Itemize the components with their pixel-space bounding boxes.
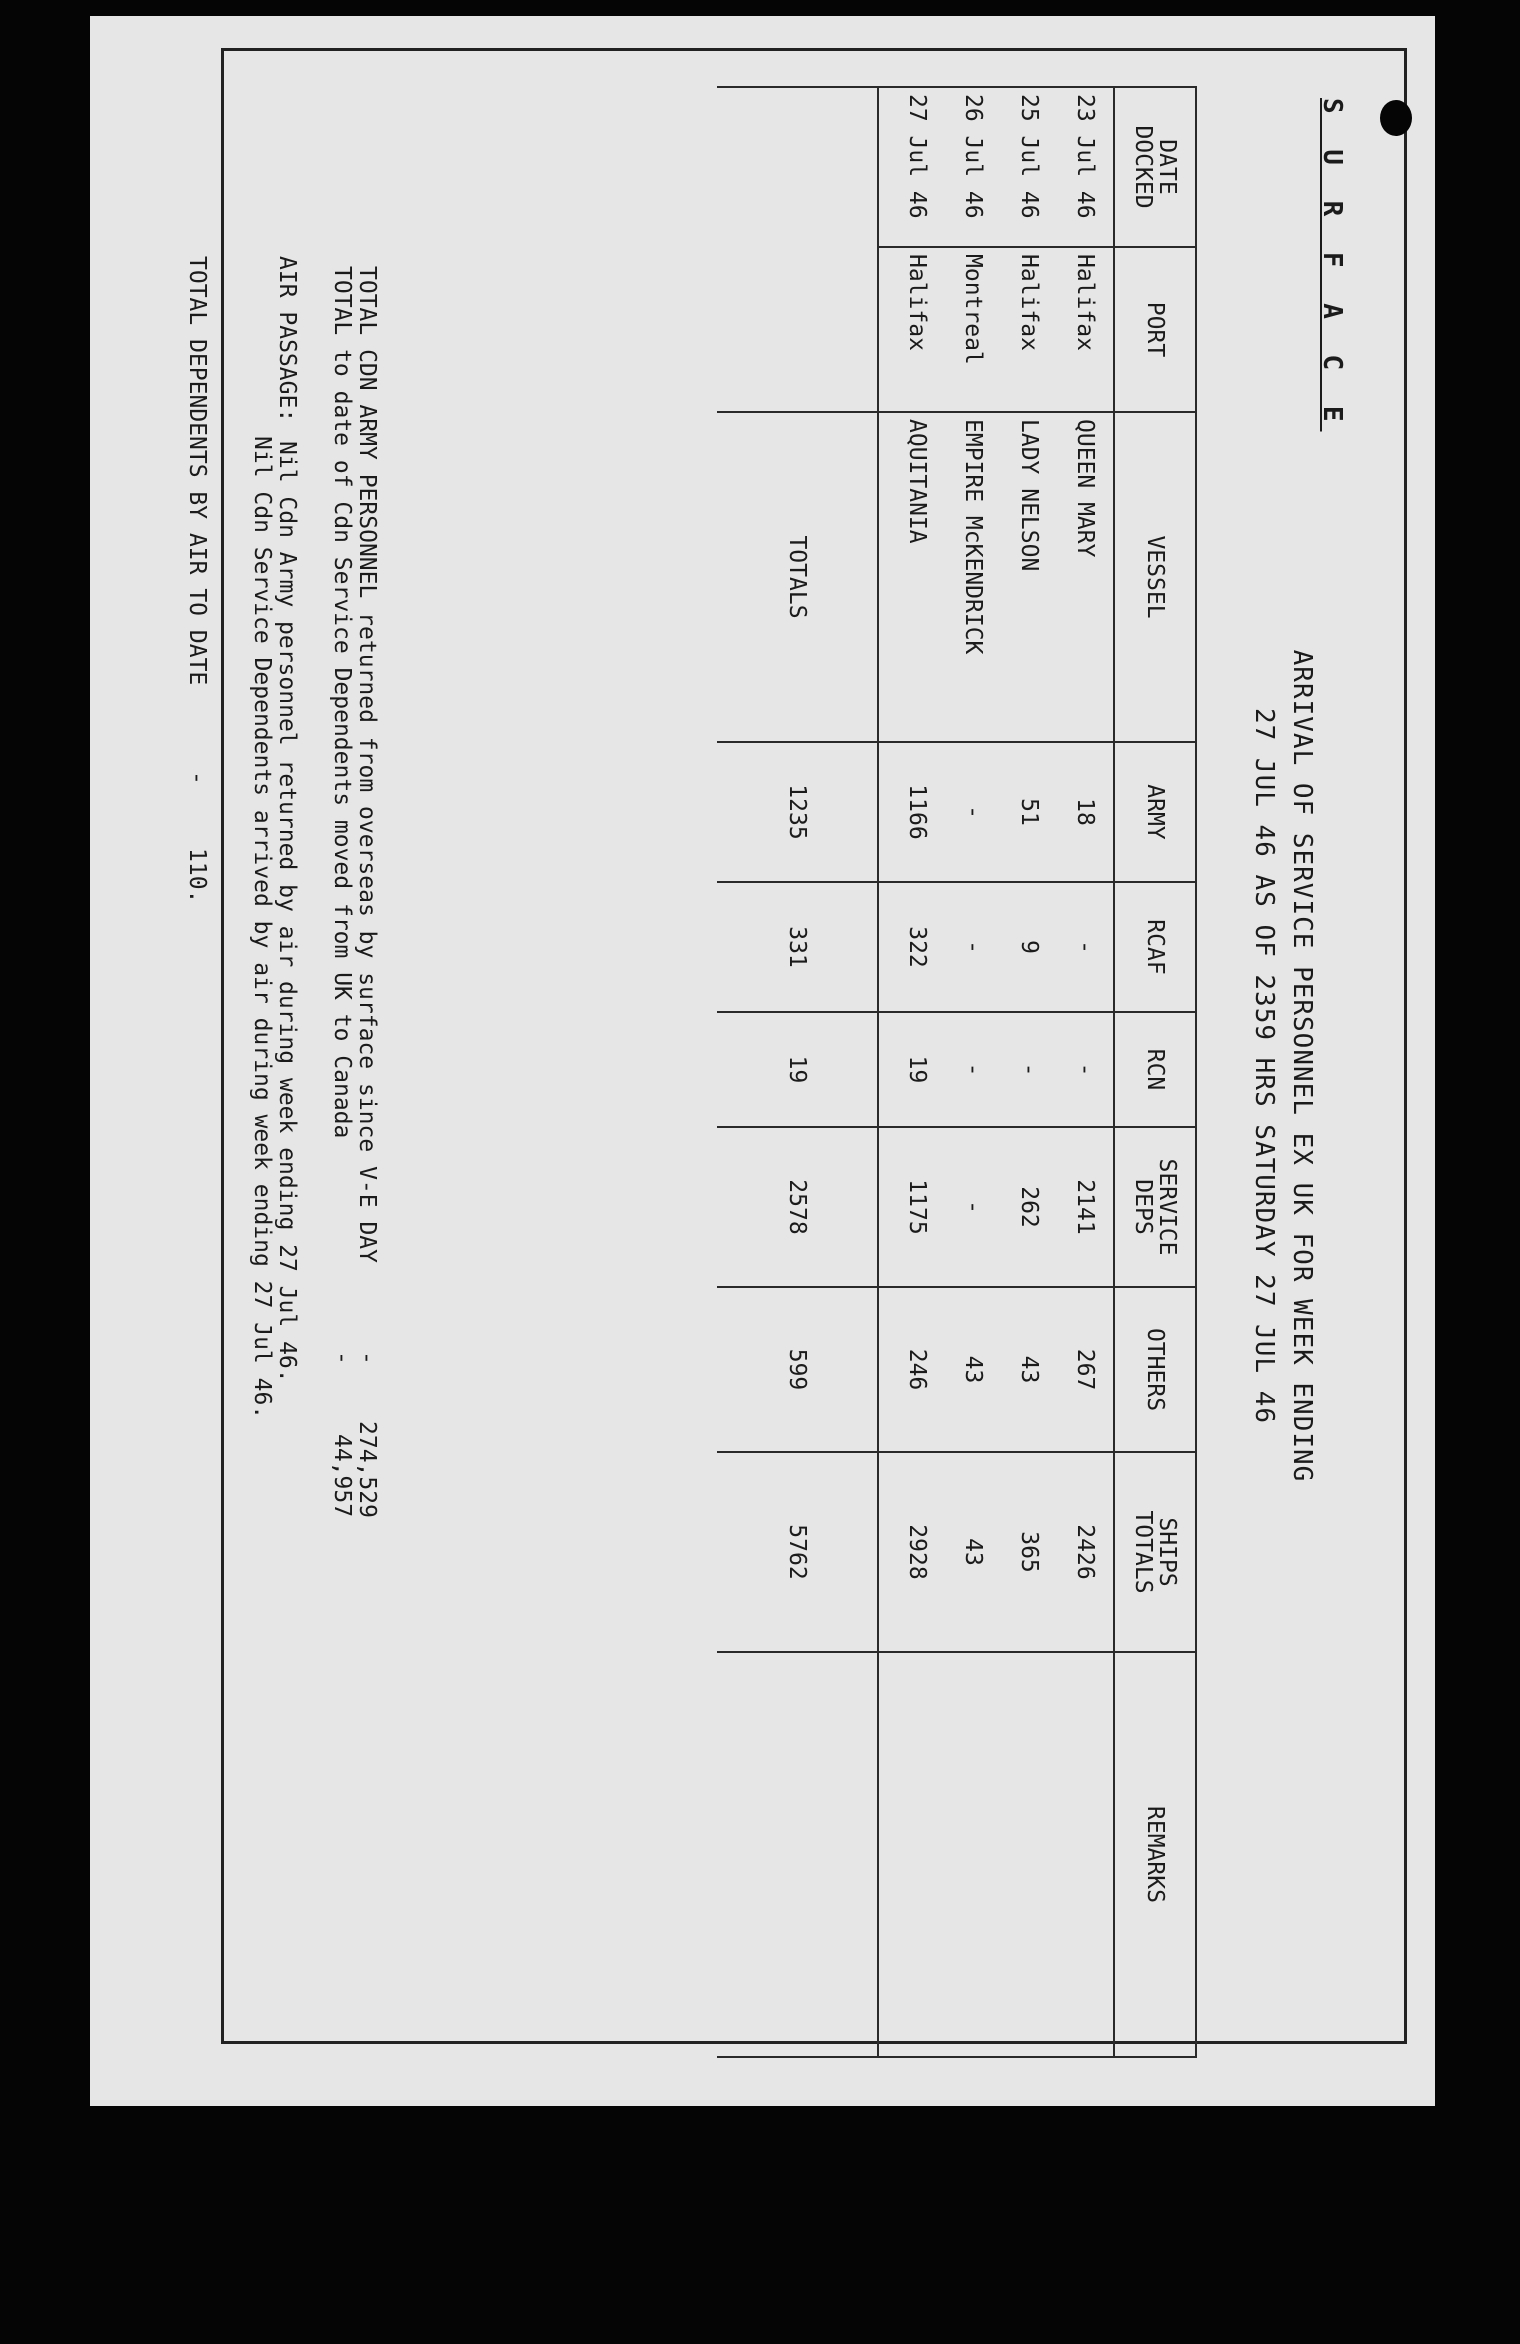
cell-others: 246 <box>878 1287 945 1452</box>
header-port: PORT <box>1114 247 1196 412</box>
cell-remarks <box>1057 1652 1114 2057</box>
cell-vessel: LADY NELSON <box>1001 412 1057 742</box>
total-deps: 2578 <box>717 1127 878 1287</box>
footer-dependents-total-dash: - <box>329 1351 355 1365</box>
header-service-deps-line2: DEPS <box>1130 1179 1156 1235</box>
cell-remarks <box>945 1652 1001 2057</box>
cell-army: 18 <box>1057 742 1114 882</box>
air-passage-army-line: Nil Cdn Army personnel returned by air during week ending 27 Jul 46. <box>274 441 300 1383</box>
dependents-by-air-dash: - <box>184 771 210 785</box>
cell-remarks <box>878 1652 945 2057</box>
table-row <box>1001 87 1057 2057</box>
cell-army: 1166 <box>878 742 945 882</box>
report-subtitle: 27 JUL 46 AS OF 2359 HRS SATURDAY 27 JUL 46 <box>1249 707 1279 1425</box>
cell-vessel: AQUITANIA <box>878 412 945 742</box>
cell-rcaf: 322 <box>878 882 945 1012</box>
header-vessel: VESSEL <box>1114 412 1196 742</box>
air-passage-dependents-line: Nil Cdn Service Dependents arrived by air during week ending 27 Jul 46. <box>249 436 275 1420</box>
cell-rcn: 19 <box>878 1012 945 1127</box>
total-ships: 5762 <box>717 1452 878 1652</box>
header-remarks: REMARKS <box>1114 1652 1196 2057</box>
table-row <box>945 87 1001 2057</box>
cell-date: 25 Jul 46 <box>1001 87 1057 247</box>
header-rcaf: RCAF <box>1114 882 1196 1012</box>
header-date: DATE DOCKED <box>1114 87 1196 247</box>
cell-army: 51 <box>1001 742 1057 882</box>
cell-remarks <box>1001 1652 1057 2057</box>
table-row <box>1057 87 1114 2057</box>
cell-deps: 1175 <box>878 1127 945 1287</box>
dependents-by-air-value: 110. <box>184 848 210 904</box>
cell-others: 43 <box>1001 1287 1057 1452</box>
cell-ships: 2928 <box>878 1452 945 1652</box>
footer-army-total-text: TOTAL CDN ARMY PERSONNEL returned from overseas by surface since V-E DAY <box>354 266 380 1263</box>
cell-rcaf: - <box>1057 882 1114 1012</box>
cell-army: - <box>945 742 1001 882</box>
cell-rcaf: 9 <box>1001 882 1057 1012</box>
cell-others: 43 <box>945 1287 1001 1452</box>
cell-deps: 2141 <box>1057 1127 1114 1287</box>
cell-date: 23 Jul 46 <box>1057 87 1114 247</box>
rotated-page <box>105 26 1425 2106</box>
dependents-by-air-text: TOTAL DEPENDENTS BY AIR TO DATE <box>184 256 210 686</box>
footer-army-total-value: 274,529 <box>354 1421 380 1518</box>
cell-date: 26 Jul 46 <box>945 87 1001 247</box>
arrivals-table <box>717 86 1197 2058</box>
total-rcn: 19 <box>717 1012 878 1127</box>
total-army: 1235 <box>717 742 878 882</box>
cell-rcn: - <box>945 1012 1001 1127</box>
header-others: OTHERS <box>1114 1287 1196 1452</box>
cell-rcn: - <box>1001 1012 1057 1127</box>
totals-label: TOTALS <box>717 412 878 742</box>
punch-hole <box>1380 100 1412 136</box>
header-army: ARMY <box>1114 742 1196 882</box>
cell-ships: 365 <box>1001 1452 1057 1652</box>
cell-port: Montreal <box>945 247 1001 412</box>
section-heading: S U R F A C E <box>1317 98 1347 432</box>
total-others: 599 <box>717 1287 878 1452</box>
totals-spacer <box>717 87 878 412</box>
cell-port: Halifax <box>1057 247 1114 412</box>
cell-rcaf: - <box>945 882 1001 1012</box>
table-row <box>878 87 945 2057</box>
cell-port: Halifax <box>1001 247 1057 412</box>
cell-deps: 262 <box>1001 1127 1057 1287</box>
header-ships-line1: SHIPS <box>1154 1517 1180 1587</box>
header-service-deps-line1: SERVICE <box>1154 1158 1180 1256</box>
cell-ships: 43 <box>945 1452 1001 1652</box>
cell-vessel: QUEEN MARY <box>1057 412 1114 742</box>
document-sheet <box>90 16 1435 2106</box>
total-rcaf: 331 <box>717 882 878 1012</box>
cell-ships: 2426 <box>1057 1452 1114 1652</box>
footer-dependents-total-text: TOTAL to date of Cdn Service Dependents moved from UK to Canada <box>329 266 355 1139</box>
cell-port: Halifax <box>878 247 945 412</box>
header-rcn: RCN <box>1114 1012 1196 1127</box>
cell-others: 267 <box>1057 1287 1114 1452</box>
totals-row <box>717 87 878 2057</box>
cell-vessel: EMPIRE McKENDRICK <box>945 412 1001 742</box>
header-ships-line2: TOTALS <box>1130 1510 1156 1594</box>
header-row <box>1114 87 1196 2057</box>
air-passage-label: AIR PASSAGE: <box>274 256 300 423</box>
cell-rcn: - <box>1057 1012 1114 1127</box>
footer-dependents-total-value: 44,957 <box>329 1434 355 1518</box>
header-ships-totals <box>1114 1452 1196 1652</box>
header-service-deps <box>1114 1127 1196 1287</box>
cell-date: 27 Jul 46 <box>878 87 945 247</box>
cell-deps: - <box>945 1127 1001 1287</box>
report-title: ARRIVAL OF SERVICE PERSONNEL EX UK FOR WEEK ENDING <box>1287 649 1317 1483</box>
footer-army-total-dash: - <box>354 1351 380 1365</box>
total-remarks <box>717 1652 878 2057</box>
